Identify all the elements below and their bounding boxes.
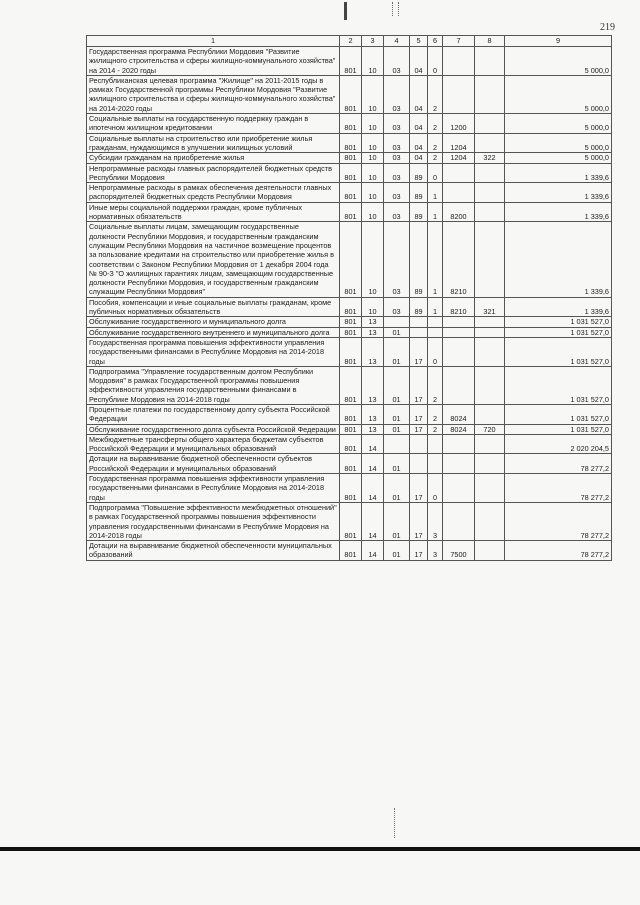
row-subsection-cell: 03 <box>384 222 410 297</box>
header-cell-2: 2 <box>340 36 362 47</box>
row-subsection-cell: 03 <box>384 75 410 113</box>
row-code-cell: 801 <box>340 474 362 503</box>
row-amount-cell: 1 031 527,0 <box>505 337 612 366</box>
table-row <box>87 47 612 76</box>
table-row <box>87 202 612 222</box>
row-section-cell: 10 <box>362 75 384 113</box>
table-row <box>87 317 612 327</box>
row-item-cell: 8210 <box>443 222 475 297</box>
row-amount-cell: 1 339,6 <box>505 202 612 222</box>
row-kind-cell: 322 <box>475 153 505 163</box>
row-section-cell: 10 <box>362 153 384 163</box>
row-program-cell: 89 <box>410 163 428 183</box>
bottom-rule <box>0 847 640 851</box>
row-subsection-cell: 01 <box>384 502 410 540</box>
row-item-cell <box>443 163 475 183</box>
row-amount-cell: 5 000,0 <box>505 133 612 153</box>
row-section-cell: 10 <box>362 47 384 76</box>
row-name-cell: Социальные выплаты лицам, замещающим государственные должности Республики Мордовия, и государственным гражданским служащим Республики Мордовия на частичное возмещение процентов за пользование кредитами на строительство или приобретение жилья в соответствии с Законом Республики Мордовия от 1 декабря 2004 года № 90-З "О жилищных гарантиях лицам, замещающим государственные должности Республики Мордовия, и государственным гражданским служащим Республики Мордовия" <box>87 222 340 297</box>
row-amount-cell: 5 000,0 <box>505 114 612 134</box>
table-row <box>87 327 612 337</box>
row-section-cell: 10 <box>362 297 384 317</box>
row-code-cell: 801 <box>340 222 362 297</box>
budget-table <box>86 35 612 561</box>
row-section-cell: 14 <box>362 502 384 540</box>
row-kind-cell <box>475 327 505 337</box>
row-code-cell: 801 <box>340 153 362 163</box>
table-row <box>87 163 612 183</box>
page-number: 219 <box>600 22 615 33</box>
row-amount-cell: 1 031 527,0 <box>505 317 612 327</box>
row-amount-cell: 78 277,2 <box>505 454 612 474</box>
row-code-cell: 801 <box>340 47 362 76</box>
row-subprogram-cell: 0 <box>428 337 443 366</box>
row-item-cell: 8024 <box>443 404 475 424</box>
table-row <box>87 153 612 163</box>
row-code-cell: 801 <box>340 502 362 540</box>
row-subprogram-cell: 1 <box>428 202 443 222</box>
binder-mark-dotted <box>392 2 399 16</box>
row-kind-cell <box>475 434 505 454</box>
row-item-cell: 7500 <box>443 541 475 561</box>
row-kind-cell <box>475 502 505 540</box>
row-kind-cell <box>475 114 505 134</box>
row-section-cell: 14 <box>362 434 384 454</box>
row-item-cell <box>443 502 475 540</box>
row-program-cell: 04 <box>410 153 428 163</box>
row-section-cell: 13 <box>362 366 384 404</box>
row-subsection-cell: 01 <box>384 366 410 404</box>
row-kind-cell <box>475 404 505 424</box>
row-subsection-cell: 01 <box>384 424 410 434</box>
row-subsection-cell: 01 <box>384 454 410 474</box>
row-subprogram-cell: 3 <box>428 541 443 561</box>
row-subprogram-cell: 1 <box>428 222 443 297</box>
row-code-cell: 801 <box>340 297 362 317</box>
table-header-row <box>87 36 612 47</box>
row-name-cell: Государственная программа Республики Мордовия "Развитие жилищного строительства и сферы жилищно-коммунального хозяйства" на 2014 - 2020 годы <box>87 47 340 76</box>
row-subprogram-cell: 0 <box>428 163 443 183</box>
row-name-cell: Обслуживание государственного внутреннего и муниципального долга <box>87 327 340 337</box>
row-section-cell: 10 <box>362 202 384 222</box>
row-amount-cell: 1 339,6 <box>505 222 612 297</box>
row-name-cell: Пособия, компенсации и иные социальные выплаты гражданам, кроме публичных нормативных обязательств <box>87 297 340 317</box>
table-row <box>87 114 612 134</box>
row-name-cell: Иные меры социальной поддержки граждан, кроме публичных нормативных обязательств <box>87 202 340 222</box>
row-section-cell: 13 <box>362 337 384 366</box>
table-row <box>87 337 612 366</box>
row-kind-cell: 321 <box>475 297 505 317</box>
table-row <box>87 502 612 540</box>
row-name-cell: Социальные выплаты на строительство или приобретение жилья гражданам, нуждающимся в улучшении жилищных условий <box>87 133 340 153</box>
header-cell-amount: 9 <box>505 36 612 47</box>
row-amount-cell: 1 339,6 <box>505 297 612 317</box>
row-name-cell: Государственная программа повышения эффективности управления государственными финансами в Республике Мордовия на 2014-2018 годы <box>87 337 340 366</box>
row-program-cell: 89 <box>410 202 428 222</box>
row-section-cell: 10 <box>362 183 384 203</box>
row-kind-cell <box>475 47 505 76</box>
table-row <box>87 222 612 297</box>
row-item-cell: 1200 <box>443 114 475 134</box>
row-kind-cell <box>475 133 505 153</box>
row-name-cell: Межбюджетные трансферты общего характера бюджетам субъектов Российской Федерации и муниципальных образований <box>87 434 340 454</box>
row-amount-cell: 1 031 527,0 <box>505 424 612 434</box>
table-row <box>87 183 612 203</box>
row-program-cell <box>410 317 428 327</box>
row-code-cell: 801 <box>340 75 362 113</box>
row-code-cell: 801 <box>340 541 362 561</box>
row-code-cell: 801 <box>340 327 362 337</box>
row-item-cell: 1204 <box>443 153 475 163</box>
table-row <box>87 75 612 113</box>
row-amount-cell: 2 020 204,5 <box>505 434 612 454</box>
row-name-cell: Процентные платежи по государственному долгу субъекта Российской Федерации <box>87 404 340 424</box>
row-kind-cell <box>475 454 505 474</box>
row-code-cell: 801 <box>340 317 362 327</box>
row-subsection-cell: 01 <box>384 474 410 503</box>
row-program-cell: 17 <box>410 541 428 561</box>
table-row <box>87 424 612 434</box>
row-section-cell: 13 <box>362 404 384 424</box>
row-subsection-cell: 03 <box>384 163 410 183</box>
row-name-cell: Государственная программа повышения эффективности управления государственными финансами в Республике Мордовия на 2014-2018 годы <box>87 474 340 503</box>
row-program-cell: 04 <box>410 75 428 113</box>
row-program-cell <box>410 454 428 474</box>
row-amount-cell: 5 000,0 <box>505 75 612 113</box>
row-kind-cell <box>475 366 505 404</box>
row-kind-cell <box>475 183 505 203</box>
row-program-cell: 04 <box>410 114 428 134</box>
row-subsection-cell <box>384 317 410 327</box>
row-section-cell: 10 <box>362 133 384 153</box>
row-name-cell: Подпрограмма "Управление государственным долгом Республики Мордовия" в рамках Государственной программы повышения эффективности управления государственными финансами в Республике Мордовия на 2014-2018 годы <box>87 366 340 404</box>
row-program-cell: 17 <box>410 474 428 503</box>
row-program-cell: 04 <box>410 133 428 153</box>
row-code-cell: 801 <box>340 183 362 203</box>
header-cell-name: 1 <box>87 36 340 47</box>
row-name-cell: Дотации на выравнивание бюджетной обеспеченности муниципальных образований <box>87 541 340 561</box>
row-item-cell <box>443 474 475 503</box>
row-program-cell: 17 <box>410 424 428 434</box>
header-cell-7: 7 <box>443 36 475 47</box>
row-program-cell <box>410 327 428 337</box>
row-subsection-cell: 03 <box>384 183 410 203</box>
row-subsection-cell: 03 <box>384 47 410 76</box>
row-name-cell: Дотации на выравнивание бюджетной обеспеченности субъектов Российской Федерации и муниципальных образований <box>87 454 340 474</box>
row-kind-cell <box>475 75 505 113</box>
row-amount-cell: 78 277,2 <box>505 474 612 503</box>
row-kind-cell <box>475 222 505 297</box>
row-kind-cell <box>475 474 505 503</box>
row-amount-cell: 1 339,6 <box>505 163 612 183</box>
row-amount-cell: 5 000,0 <box>505 153 612 163</box>
row-item-cell <box>443 317 475 327</box>
row-kind-cell <box>475 163 505 183</box>
table-row <box>87 366 612 404</box>
row-code-cell: 801 <box>340 366 362 404</box>
row-program-cell <box>410 434 428 454</box>
row-amount-cell: 1 339,6 <box>505 183 612 203</box>
row-subsection-cell: 01 <box>384 337 410 366</box>
row-code-cell: 801 <box>340 202 362 222</box>
row-name-cell: Республиканская целевая программа "Жилище" на 2011-2015 годы в рамках Государственной программы Республики Мордовия "Развитие жилищного строительства и сферы жилищно-коммунального хозяйства" на 2014-2020 годы <box>87 75 340 113</box>
row-amount-cell: 1 031 527,0 <box>505 327 612 337</box>
row-code-cell: 801 <box>340 337 362 366</box>
row-program-cell: 17 <box>410 366 428 404</box>
row-subsection-cell: 01 <box>384 541 410 561</box>
row-section-cell: 10 <box>362 222 384 297</box>
table-body <box>87 47 612 561</box>
row-amount-cell: 78 277,2 <box>505 502 612 540</box>
row-code-cell: 801 <box>340 454 362 474</box>
row-program-cell: 89 <box>410 297 428 317</box>
row-item-cell: 1204 <box>443 133 475 153</box>
row-name-cell: Субсидии гражданам на приобретение жилья <box>87 153 340 163</box>
row-code-cell: 801 <box>340 163 362 183</box>
row-section-cell: 13 <box>362 424 384 434</box>
row-subprogram-cell: 0 <box>428 47 443 76</box>
row-code-cell: 801 <box>340 404 362 424</box>
row-subprogram-cell: 0 <box>428 474 443 503</box>
row-item-cell <box>443 47 475 76</box>
row-subsection-cell <box>384 434 410 454</box>
row-item-cell <box>443 454 475 474</box>
row-item-cell <box>443 434 475 454</box>
row-section-cell: 10 <box>362 114 384 134</box>
row-program-cell: 89 <box>410 183 428 203</box>
row-subprogram-cell <box>428 317 443 327</box>
row-subprogram-cell: 2 <box>428 153 443 163</box>
row-section-cell: 13 <box>362 317 384 327</box>
row-subprogram-cell: 2 <box>428 75 443 113</box>
row-item-cell: 8210 <box>443 297 475 317</box>
row-section-cell: 14 <box>362 474 384 503</box>
row-kind-cell <box>475 337 505 366</box>
row-item-cell <box>443 183 475 203</box>
row-subsection-cell: 03 <box>384 133 410 153</box>
row-subsection-cell: 03 <box>384 153 410 163</box>
row-name-cell: Обслуживание государственного долга субъекта Российской Федерации <box>87 424 340 434</box>
table-row <box>87 404 612 424</box>
table-row <box>87 474 612 503</box>
header-cell-3: 3 <box>362 36 384 47</box>
margin-tick <box>394 808 395 838</box>
binder-mark <box>344 2 347 20</box>
row-amount-cell: 5 000,0 <box>505 47 612 76</box>
row-subsection-cell: 01 <box>384 327 410 337</box>
row-subsection-cell: 03 <box>384 202 410 222</box>
table-row <box>87 454 612 474</box>
row-item-cell <box>443 75 475 113</box>
row-subsection-cell: 01 <box>384 404 410 424</box>
row-item-cell: 8024 <box>443 424 475 434</box>
row-subprogram-cell: 2 <box>428 114 443 134</box>
header-cell-8: 8 <box>475 36 505 47</box>
row-amount-cell: 1 031 527,0 <box>505 404 612 424</box>
row-subprogram-cell: 2 <box>428 133 443 153</box>
row-item-cell <box>443 366 475 404</box>
row-subprogram-cell <box>428 434 443 454</box>
row-program-cell: 17 <box>410 337 428 366</box>
row-program-cell: 17 <box>410 404 428 424</box>
row-name-cell: Подпрограмма "Повышение эффективности межбюджетных отношений" в рамках Государственной программы повышения эффективности управления государственными финансами в Республике Мордовия на 2014-2018 годы <box>87 502 340 540</box>
table-row <box>87 133 612 153</box>
row-section-cell: 14 <box>362 454 384 474</box>
row-code-cell: 801 <box>340 133 362 153</box>
row-kind-cell <box>475 541 505 561</box>
row-kind-cell: 720 <box>475 424 505 434</box>
table-row <box>87 297 612 317</box>
row-subprogram-cell: 2 <box>428 424 443 434</box>
table-row <box>87 541 612 561</box>
row-subprogram-cell: 1 <box>428 297 443 317</box>
row-subprogram-cell <box>428 454 443 474</box>
row-kind-cell <box>475 202 505 222</box>
row-subsection-cell: 03 <box>384 297 410 317</box>
row-amount-cell: 1 031 527,0 <box>505 366 612 404</box>
row-subprogram-cell: 2 <box>428 404 443 424</box>
header-cell-6: 6 <box>428 36 443 47</box>
row-program-cell: 04 <box>410 47 428 76</box>
row-name-cell: Социальные выплаты на государственную поддержку граждан в ипотечном жилищном кредитовании <box>87 114 340 134</box>
row-subprogram-cell <box>428 327 443 337</box>
row-code-cell: 801 <box>340 424 362 434</box>
row-item-cell <box>443 327 475 337</box>
row-section-cell: 10 <box>362 163 384 183</box>
row-name-cell: Непрограммные расходы главных распорядителей бюджетных средств Республики Мордовия <box>87 163 340 183</box>
row-kind-cell <box>475 317 505 327</box>
table-row <box>87 434 612 454</box>
row-section-cell: 14 <box>362 541 384 561</box>
row-subsection-cell: 03 <box>384 114 410 134</box>
row-amount-cell: 78 277,2 <box>505 541 612 561</box>
row-name-cell: Непрограммные расходы в рамках обеспечения деятельности главных распорядителей бюджетных средств Республики Мордовия <box>87 183 340 203</box>
header-cell-4: 4 <box>384 36 410 47</box>
row-item-cell: 8200 <box>443 202 475 222</box>
row-section-cell: 13 <box>362 327 384 337</box>
row-item-cell <box>443 337 475 366</box>
row-program-cell: 17 <box>410 502 428 540</box>
row-subprogram-cell: 3 <box>428 502 443 540</box>
header-cell-5: 5 <box>410 36 428 47</box>
row-subprogram-cell: 2 <box>428 366 443 404</box>
row-program-cell: 89 <box>410 222 428 297</box>
row-code-cell: 801 <box>340 114 362 134</box>
row-code-cell: 801 <box>340 434 362 454</box>
row-name-cell: Обслуживание государственного и муниципального долга <box>87 317 340 327</box>
row-subprogram-cell: 1 <box>428 183 443 203</box>
